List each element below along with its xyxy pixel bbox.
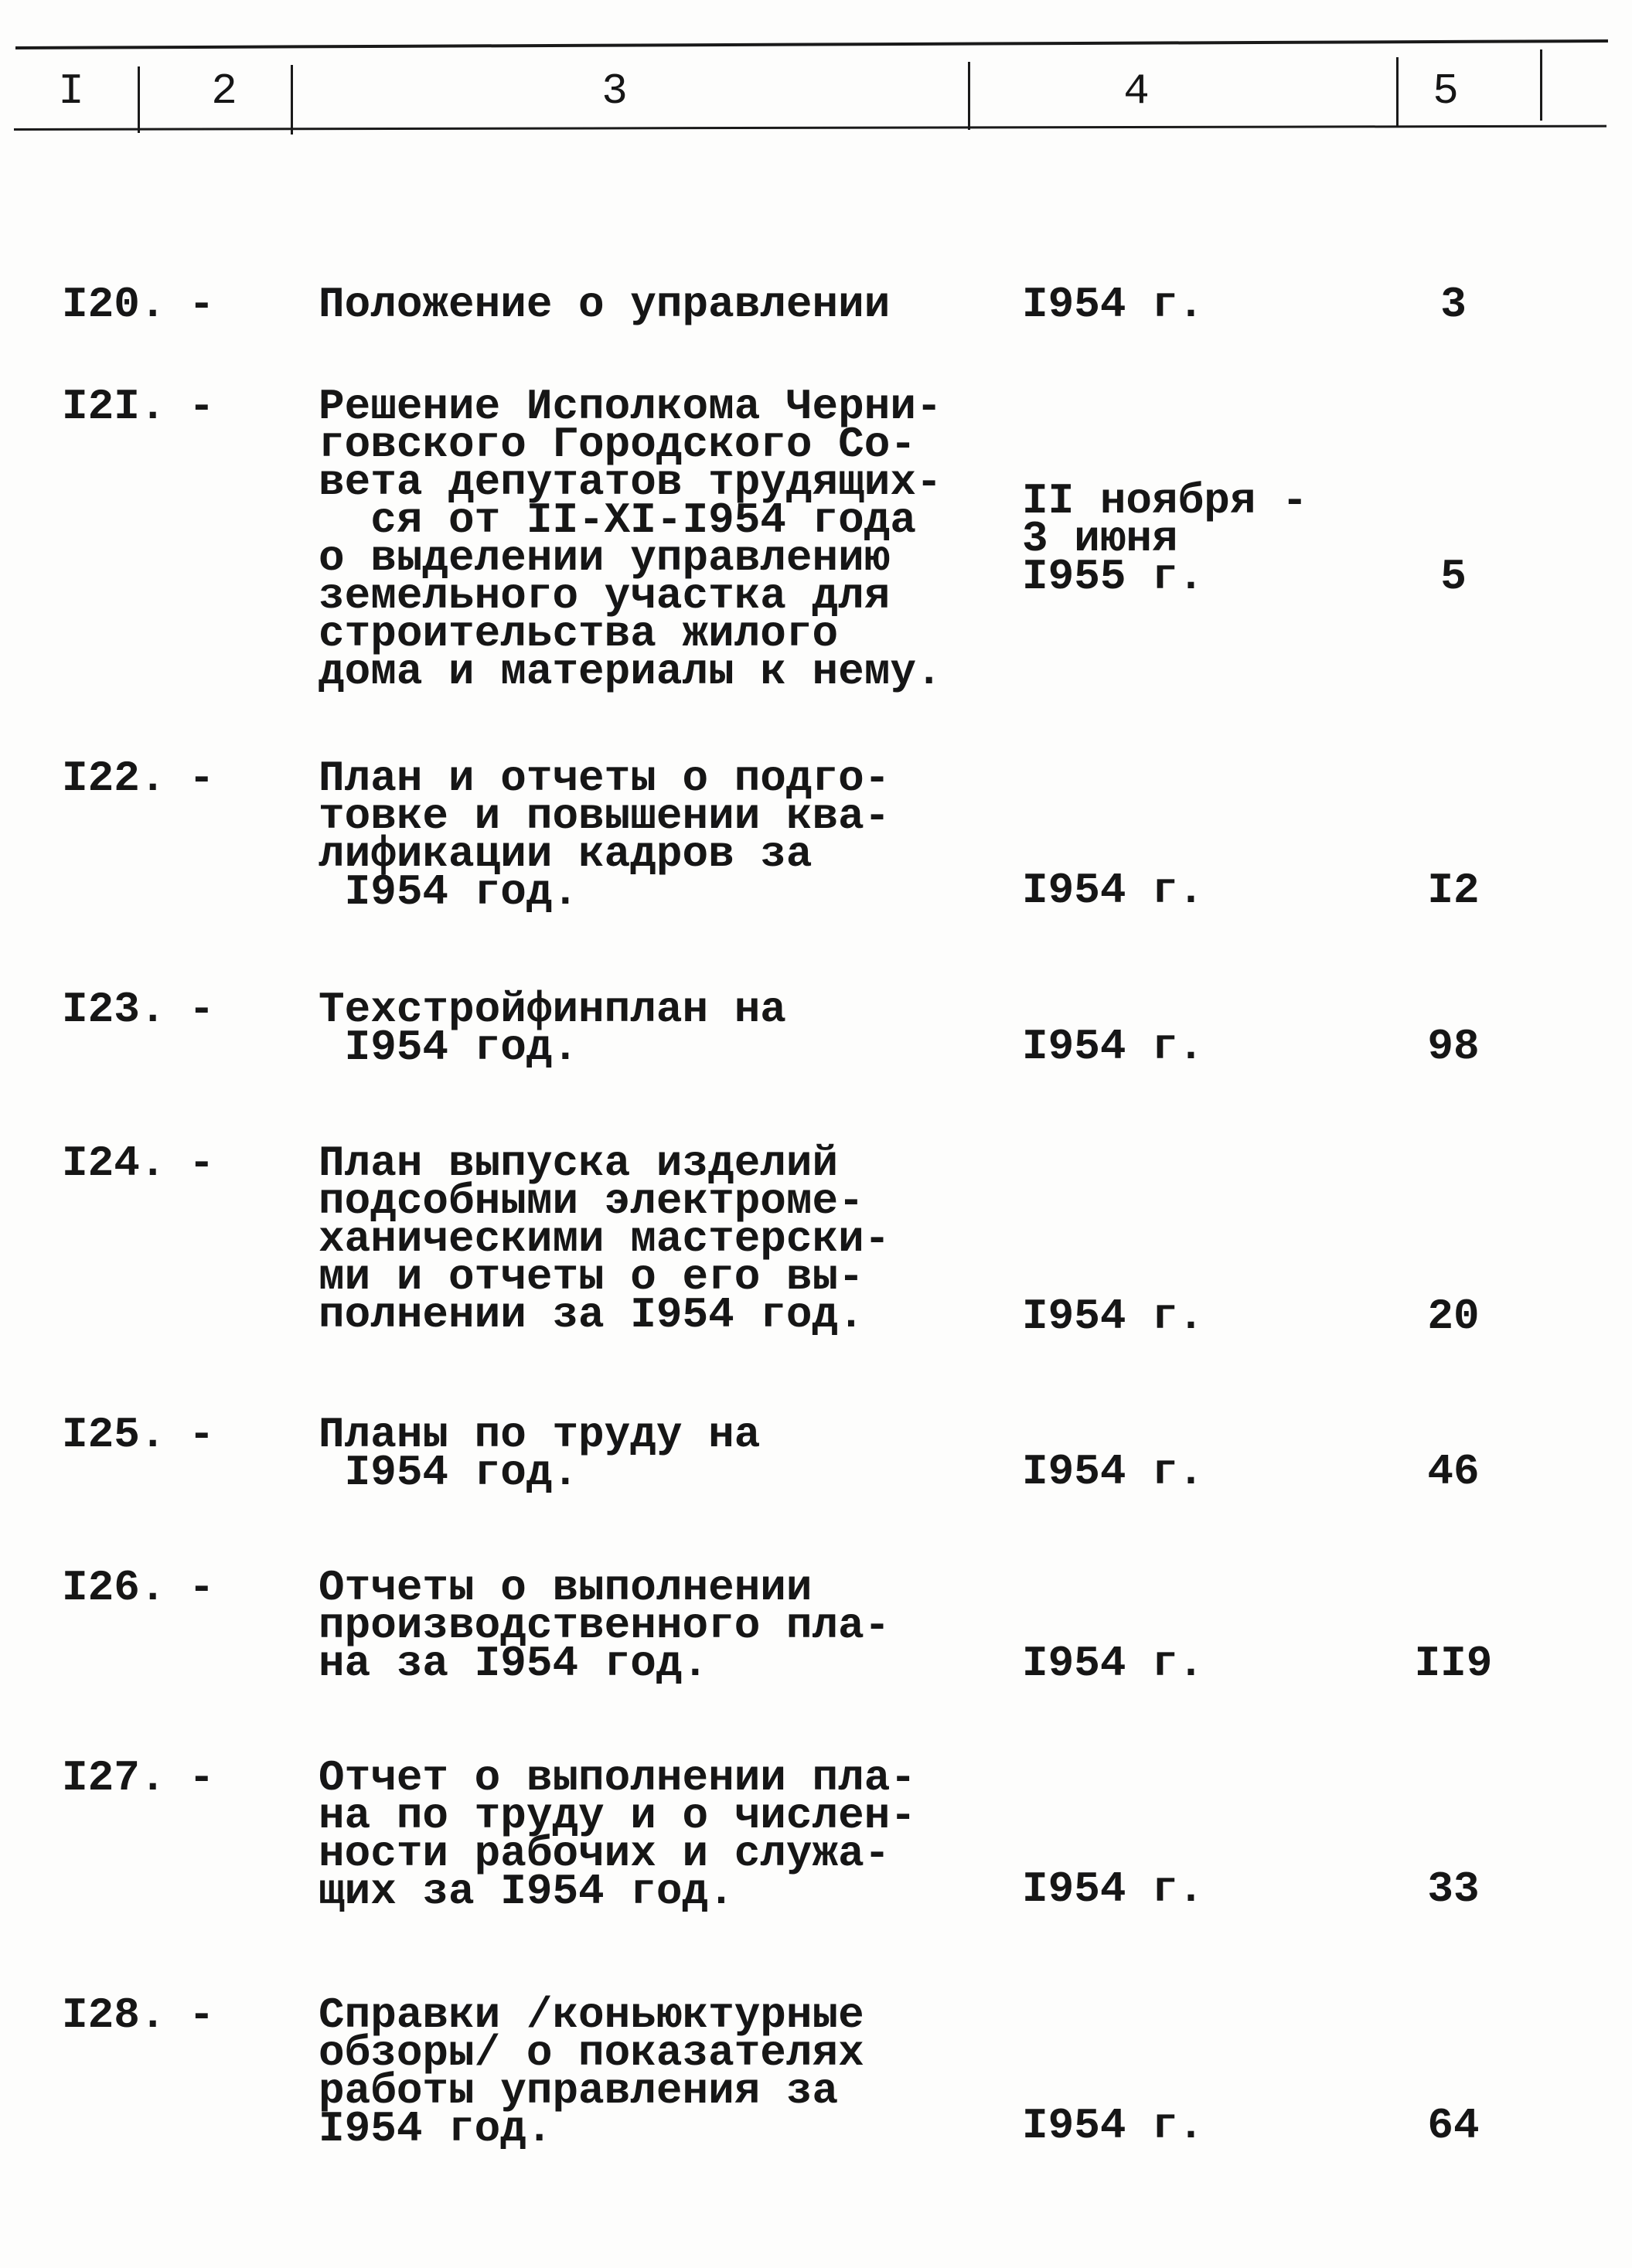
entry-sheet-count: 64 — [1427, 2101, 1480, 2151]
entry-title-line: строительства жилого — [319, 609, 839, 659]
header-col-4: 4 — [1123, 66, 1150, 116]
entry-title — [319, 1410, 761, 1497]
entry-sheet-count: 20 — [1427, 1292, 1480, 1341]
entry-date-line: I954 г. — [1022, 866, 1204, 915]
entry-date-line: I954 г. — [1022, 1292, 1204, 1341]
entry-title-line: Планы по труду на — [319, 1410, 761, 1459]
entry-number: I27. — [62, 1753, 166, 1803]
entry-title-line: работы управления за — [319, 2066, 839, 2116]
entry-title — [319, 1990, 864, 2154]
entry-title-line: ханическими мастерски- — [319, 1214, 891, 1264]
entry-title — [319, 754, 891, 917]
entry-date-line: I954 г. — [1022, 1639, 1204, 1688]
entry-title-line: лификации кадров за — [319, 829, 813, 879]
entry-title-line: I954 год. — [319, 2104, 553, 2154]
entry-title-line: I954 год. — [319, 1023, 579, 1072]
entry-date — [1022, 866, 1204, 915]
header-divider-2 — [291, 65, 293, 135]
entry-title-line: на по труду и о числен- — [319, 1791, 916, 1841]
entry-dash: - — [189, 382, 215, 431]
entry-date-line: I954 г. — [1022, 1447, 1204, 1497]
entry-date-line: I954 г. — [1022, 1022, 1204, 1071]
entry-title-line: I954 год. — [319, 867, 579, 917]
entry-number: I20. — [62, 280, 166, 329]
entry-number: I22. — [62, 754, 166, 803]
entry-sheet-count: 3 — [1440, 280, 1467, 329]
entry-dash: - — [189, 1563, 215, 1612]
entry-title-line: обзоры/ о показателях — [319, 2028, 864, 2078]
entry-title-line: Решение Исполкома Черни- — [319, 382, 942, 431]
entry-number: I2I. — [62, 382, 166, 431]
entry-date-line: II ноября - — [1022, 476, 1308, 526]
header-divider-5 — [1540, 49, 1542, 121]
entry-dash: - — [189, 1410, 215, 1459]
entry-title-line: о выделении управлению — [319, 533, 891, 583]
entry-date-line: 3 июня — [1022, 514, 1178, 564]
entry-title-line: производственного пла- — [319, 1601, 891, 1650]
entry-date-line: I954 г. — [1022, 2101, 1204, 2151]
entry-date — [1022, 1864, 1204, 1914]
entry-sheet-count: 33 — [1427, 1864, 1480, 1914]
entry-number: I25. — [62, 1410, 166, 1459]
entry-title — [319, 985, 786, 1072]
entry-title-line: подсобными электроме- — [319, 1177, 864, 1226]
entry-title-line: товке и повышении ква- — [319, 792, 891, 841]
entry-date — [1022, 1447, 1204, 1497]
entry-title-line: ности рабочих и служа- — [319, 1829, 891, 1878]
entry-date-line: I955 г. — [1022, 552, 1204, 601]
entry-sheet-count: I2 — [1427, 866, 1480, 915]
entry-title-line: вета депутатов трудящих- — [319, 458, 942, 507]
entry-title-line: План выпуска изделий — [319, 1139, 839, 1188]
entry-sheet-count: 98 — [1427, 1022, 1480, 1071]
entry-date — [1022, 1639, 1204, 1688]
entry-sheet-count: II9 — [1414, 1639, 1493, 1688]
entry-title — [319, 280, 891, 329]
entry-date-line: I954 г. — [1022, 280, 1204, 329]
entry-dash: - — [189, 1990, 215, 2040]
entry-title — [319, 1139, 891, 1340]
entry-title-line: земельного участка для — [319, 571, 891, 621]
entry-title-line: I954 год. — [319, 1448, 579, 1497]
entry-title-line: щих за I954 год. — [319, 1867, 734, 1916]
entry-dash: - — [189, 1753, 215, 1803]
header-col-5: 5 — [1433, 66, 1459, 116]
entry-number: I28. — [62, 1990, 166, 2040]
entry-title-line: Справки /коньюктурные — [319, 1990, 864, 2040]
entry-sheet-count: 46 — [1427, 1447, 1480, 1497]
entry-title-line: Отчет о выполнении пла- — [319, 1753, 916, 1803]
entry-title-line: говского Городского Со- — [319, 420, 916, 469]
entry-date — [1022, 476, 1308, 601]
header-col-3: 3 — [601, 66, 628, 116]
entry-date — [1022, 1022, 1204, 1071]
header-divider-3 — [968, 62, 970, 130]
entry-date — [1022, 280, 1204, 329]
header-divider-1 — [138, 66, 140, 133]
entry-title-line: Техстройфинплан на — [319, 985, 786, 1034]
entry-title — [319, 382, 942, 696]
entry-dash: - — [189, 754, 215, 803]
entry-number: I24. — [62, 1139, 166, 1188]
entry-title-line: ся от II-XI-I954 года — [319, 495, 916, 545]
header-bottom-rule — [14, 125, 1606, 131]
header-top-rule — [15, 39, 1608, 49]
entry-title-line: Положение о управлении — [319, 280, 891, 329]
header-col-2: 2 — [211, 66, 237, 116]
entry-date — [1022, 2101, 1204, 2151]
entry-title-line: ми и отчеты о его вы- — [319, 1252, 864, 1302]
entry-title — [319, 1753, 916, 1916]
entry-title-line: на за I954 год. — [319, 1639, 709, 1688]
entry-dash: - — [189, 1139, 215, 1188]
entry-title — [319, 1563, 891, 1688]
entry-dash: - — [189, 280, 215, 329]
entry-title-line: План и отчеты о подго- — [319, 754, 891, 803]
entry-title-line: дома и материалы к нему. — [319, 647, 942, 696]
header-col-1: I — [58, 66, 84, 116]
entry-date — [1022, 1292, 1204, 1341]
entry-number: I23. — [62, 985, 166, 1034]
entry-title-line: полнении за I954 год. — [319, 1290, 864, 1340]
entry-dash: - — [189, 985, 215, 1034]
entry-title-line: Отчеты о выполнении — [319, 1563, 813, 1612]
entry-sheet-count: 5 — [1440, 552, 1467, 601]
entry-date-line: I954 г. — [1022, 1864, 1204, 1914]
entry-number: I26. — [62, 1563, 166, 1612]
